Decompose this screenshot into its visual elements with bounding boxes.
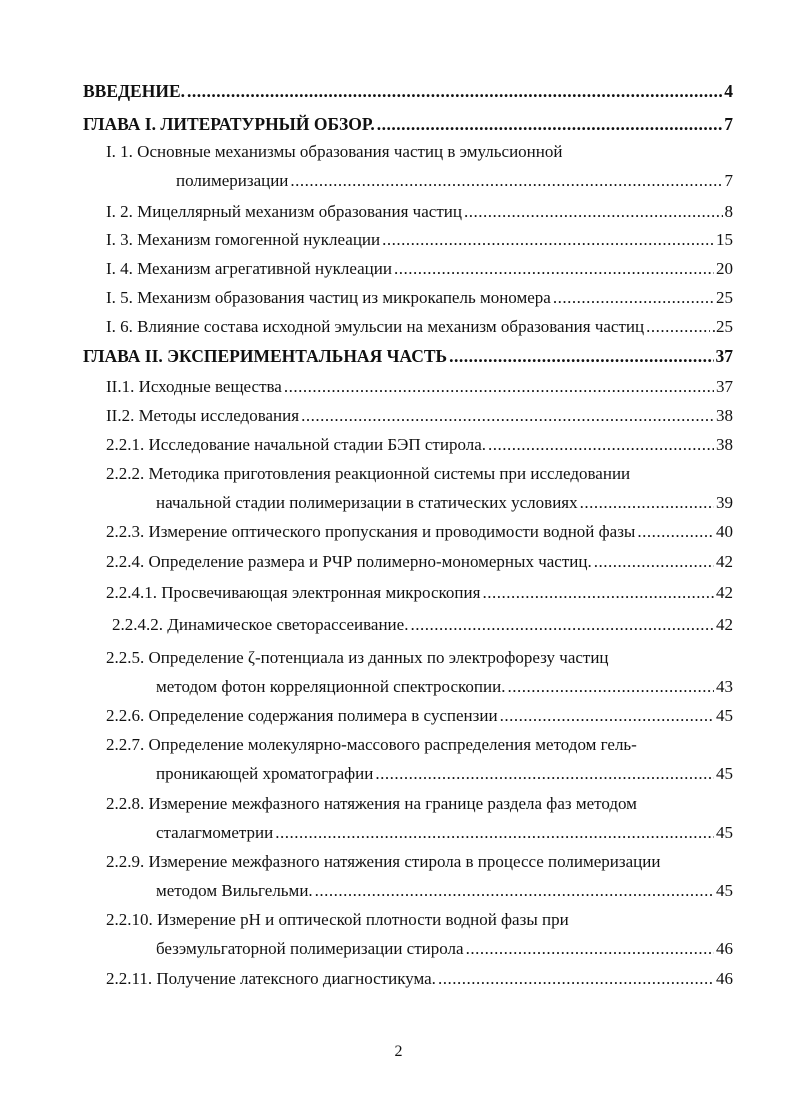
toc-entry-page: 46	[716, 969, 733, 988]
toc-entry-title: сталагмометрии	[156, 823, 274, 842]
dot-leader	[438, 968, 714, 990]
toc-entry-title: 2.2.1. Исследование начальной стадии БЭП стирола.	[106, 435, 487, 454]
toc-entry-2-2[interactable]	[106, 405, 733, 427]
toc-entry-2-2-2-line1[interactable]: 2.2.2. Методика приготовления реакционной системы при исследовании	[106, 464, 631, 483]
toc-entry-title: начальной стадии полимеризации в статических условиях	[156, 493, 578, 512]
toc-entry-title: 2.2.4.2. Динамическое светорассеивание.	[112, 615, 409, 634]
toc-entry-1-1[interactable]	[176, 170, 733, 192]
toc-entry-page: 40	[716, 522, 733, 541]
toc-entry-2-2-8-line1[interactable]: 2.2.8. Измерение межфазного натяжения на границе раздела фаз методом	[106, 794, 637, 813]
toc-entry-page: 20	[716, 259, 733, 278]
toc-entry-2-2-10[interactable]	[156, 938, 733, 960]
dot-leader	[410, 614, 714, 636]
dot-leader	[500, 705, 714, 727]
toc-entry-1-4[interactable]	[106, 258, 733, 280]
toc-entry-2-2-7-line1[interactable]: 2.2.7. Определение молекулярно-массового распределения методом гель-	[106, 735, 637, 754]
toc-entry-title: безэмульгаторной полимеризации стирола	[156, 939, 464, 958]
page-number: 2	[394, 1043, 403, 1060]
toc-entry-page: 15	[716, 230, 733, 249]
dot-leader	[464, 201, 723, 223]
toc-entry-page: 8	[724, 202, 733, 221]
dot-leader	[637, 521, 714, 543]
toc-entry-title: методом Вильгельми.	[156, 881, 313, 900]
dot-leader	[301, 405, 714, 427]
toc-entry-title: II.1. Исходные вещества	[106, 377, 282, 396]
toc-entry-page: 7	[724, 171, 733, 190]
toc-entry-2-2-11[interactable]	[106, 968, 733, 990]
toc-entry-1-3[interactable]	[106, 229, 733, 251]
toc-entry-title: 2.2.4.1. Просвечивающая электронная микроскопия	[106, 583, 481, 602]
toc-entry-page: 45	[716, 823, 733, 842]
toc-entry-page: 39	[716, 493, 733, 512]
toc-entry-page: 37	[716, 377, 733, 396]
toc-entry-page: 45	[716, 881, 733, 900]
toc-entry-title: I. 6. Влияние состава исходной эмульсии на механизм образования частиц	[106, 317, 645, 336]
dot-leader	[275, 822, 714, 844]
toc-entry-page: 25	[716, 288, 733, 307]
toc-entry-2-2-4[interactable]	[106, 551, 733, 573]
toc-entry-page: 37	[715, 346, 733, 366]
toc-entry-page: 45	[716, 764, 733, 783]
toc-entry-2-1[interactable]	[106, 376, 733, 398]
toc-entry-title: 2.2.3. Измерение оптического пропускания и проводимости водной фазы	[106, 522, 636, 541]
toc-entry-1-1-line1[interactable]: I. 1. Основные механизмы образования частиц в эмульсионной	[106, 142, 563, 161]
toc-entry-title: полимеризации	[176, 171, 289, 190]
toc-entry-title: I. 2. Мицеллярный механизм образования частиц	[106, 202, 462, 221]
toc-entry-chapter-1[interactable]	[83, 113, 733, 135]
dot-leader	[482, 582, 714, 604]
toc-entry-2-2-9-line1[interactable]: 2.2.9. Измерение межфазного натяжения стирола в процессе полимеризации	[106, 852, 661, 871]
dot-leader	[315, 880, 714, 902]
toc-entry-introduction[interactable]	[83, 80, 733, 102]
toc-entry-title: 2.2.6. Определение содержания полимера в суспензии	[106, 706, 498, 725]
toc-entry-title: ГЛАВА I. ЛИТЕРАТУРНЫЙ ОБЗОР.	[83, 114, 375, 134]
toc-entry-page: 38	[716, 406, 733, 425]
dot-leader	[646, 316, 710, 338]
dot-leader	[580, 492, 714, 514]
toc-entry-title: I. 3. Механизм гомогенной нуклеации	[106, 230, 381, 249]
dot-leader	[449, 345, 713, 367]
dot-leader	[187, 80, 722, 102]
toc-entry-2-2-10-line1[interactable]: 2.2.10. Измерение pH и оптической плотности водной фазы при	[106, 910, 569, 929]
dot-leader	[507, 676, 714, 698]
toc-entry-page: 46	[716, 939, 733, 958]
toc-entry-title: I. 4. Механизм агрегативной нуклеации	[106, 259, 392, 278]
toc-entry-2-2-7[interactable]	[156, 763, 733, 785]
toc-entry-title: методом фотон корреляционной спектроскопии.	[156, 677, 506, 696]
toc-entry-1-2[interactable]	[106, 201, 733, 223]
toc-entry-1-5[interactable]	[106, 287, 733, 309]
toc-entry-page: 42	[716, 552, 733, 571]
dot-leader	[553, 287, 714, 309]
toc-entry-page: 4	[724, 81, 733, 101]
dot-leader	[466, 938, 714, 960]
dot-leader	[382, 229, 714, 251]
toc-entry-1-6[interactable]	[106, 316, 733, 338]
toc-entry-2-2-5-line1[interactable]: 2.2.5. Определение ζ-потенциала из данных по электрофорезу частиц	[106, 648, 609, 667]
dot-leader	[394, 258, 714, 280]
toc-entry-page: .25	[711, 317, 733, 336]
toc-entry-2-2-4-2[interactable]	[112, 614, 733, 636]
toc-entry-page: 42	[716, 583, 733, 602]
toc-entry-2-2-2[interactable]	[156, 492, 733, 514]
dot-leader	[488, 434, 714, 456]
toc-entry-title: I. 5. Механизм образования частиц из микрокапель мономера	[106, 288, 551, 307]
toc-entry-title: ВВЕДЕНИЕ.	[83, 81, 186, 101]
toc-entry-2-2-5[interactable]	[156, 676, 733, 698]
toc-entry-2-2-8[interactable]	[156, 822, 733, 844]
toc-entry-page: 38	[716, 435, 733, 454]
dot-leader	[375, 763, 714, 785]
dot-leader	[284, 376, 714, 398]
toc-entry-2-2-3[interactable]	[106, 521, 733, 543]
dot-leader	[594, 551, 714, 573]
toc-entry-chapter-2[interactable]	[83, 345, 733, 367]
toc-entry-2-2-6[interactable]	[106, 705, 733, 727]
toc-entry-title: проникающей хроматографии	[156, 764, 374, 783]
toc-entry-title: II.2. Методы исследования	[106, 406, 300, 425]
toc-entry-2-2-9[interactable]	[156, 880, 733, 902]
toc-entry-title: 2.2.11. Получение латексного диагностикума.	[106, 969, 436, 988]
toc-entry-2-2-1[interactable]	[106, 434, 733, 456]
dot-leader	[290, 170, 722, 192]
dot-leader	[377, 113, 722, 135]
toc-entry-title: 2.2.4. Определение размера и РЧР полимерно-мономерных частиц.	[106, 552, 592, 571]
toc-entry-2-2-4-1[interactable]	[106, 582, 733, 604]
toc-entry-page: 7	[724, 114, 733, 134]
toc-entry-page: 42	[716, 615, 733, 634]
toc-entry-page: 43	[716, 677, 733, 696]
toc-entry-page: 45	[716, 706, 733, 725]
toc-entry-title: ГЛАВА II. ЭКСПЕРИМЕНТАЛЬНАЯ ЧАСТЬ	[83, 346, 448, 366]
